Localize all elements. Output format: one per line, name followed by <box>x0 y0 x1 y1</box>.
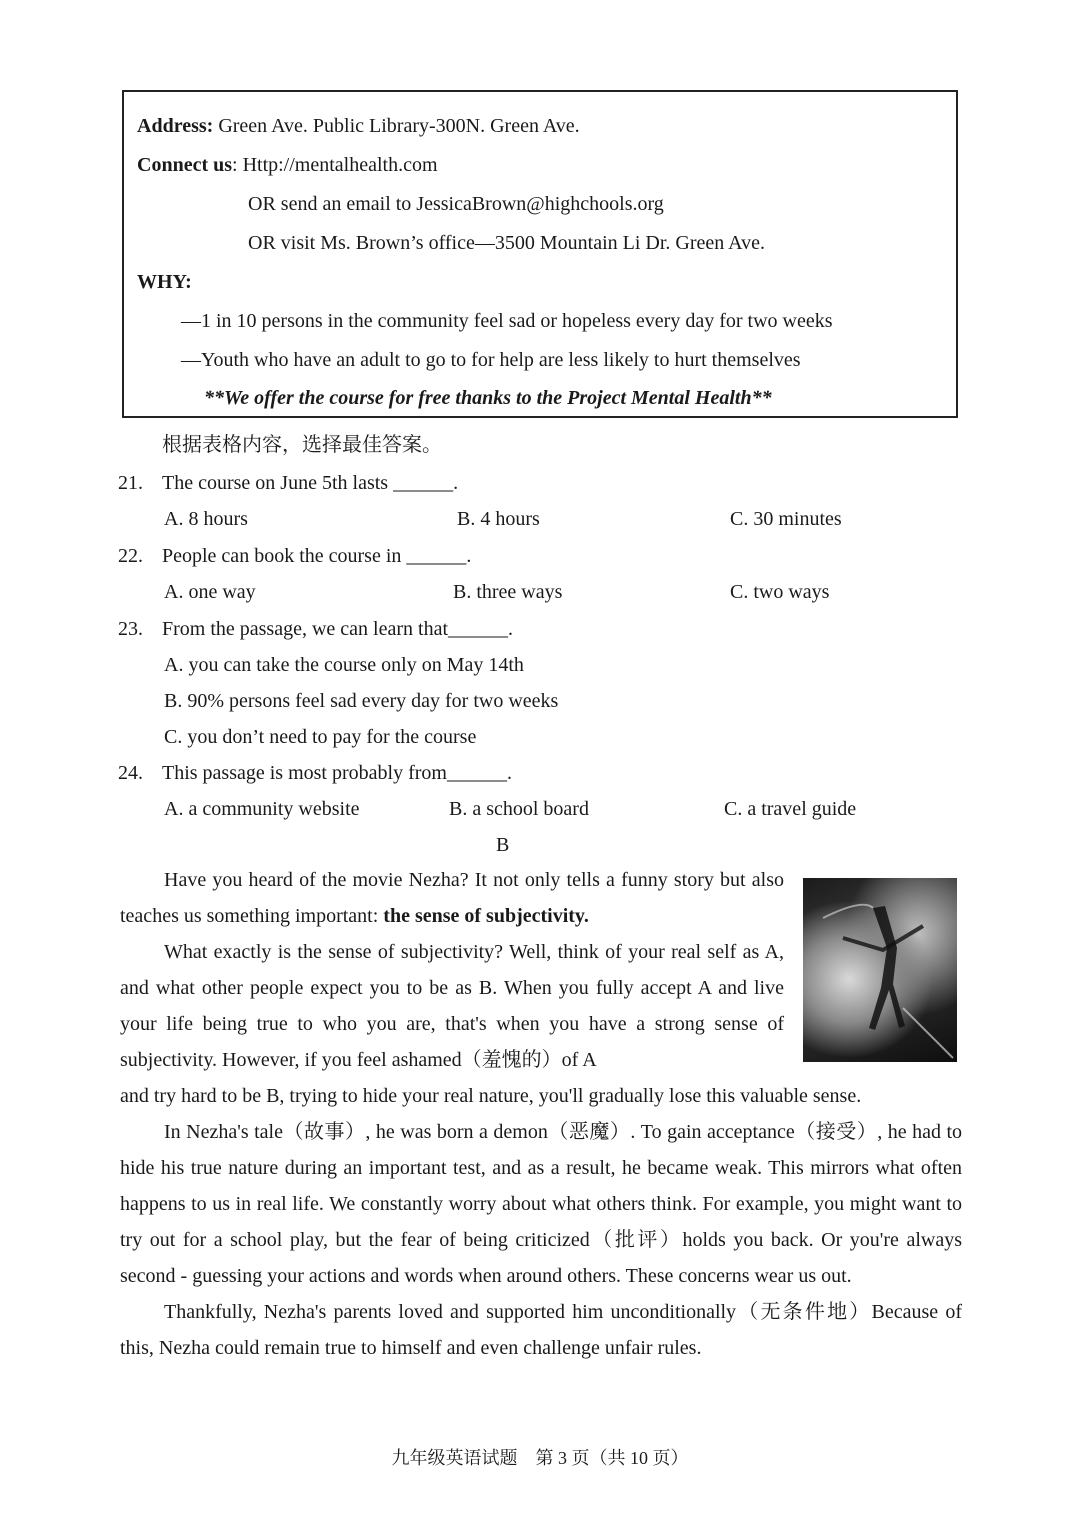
question-stem: This passage is most probably from______. <box>162 762 512 784</box>
question-stem: From the passage, we can learn that______. <box>162 618 514 640</box>
question-number: 22. <box>118 545 143 567</box>
option-a: A. 8 hours <box>164 508 248 530</box>
connect-label: Connect us <box>137 154 233 176</box>
address-label: Address: <box>137 115 214 137</box>
option-c: C. you don’t need to pay for the course <box>164 726 477 748</box>
option-b: B. 4 hours <box>457 508 540 530</box>
paragraph-1-bold: the sense of subjectivity. <box>383 905 589 927</box>
option-c: C. two ways <box>730 581 830 603</box>
address-value: Green Ave. Public Library-300N. Green Ave. <box>213 115 580 137</box>
page-footer: 九年级英语试题 第 3 页（共 10 页） <box>391 1448 689 1468</box>
offer-line: **We offer the course for free thanks to the Project Mental Health** <box>204 387 772 409</box>
option-a: A. one way <box>164 581 256 603</box>
question-number: 21. <box>118 472 143 494</box>
passage-full <box>120 1078 962 1366</box>
option-b: B. 90% persons feel sad every day for two weeks <box>164 690 559 712</box>
why-item-2: —Youth who have an adult to go to for help are less likely to hurt themselves <box>181 349 801 371</box>
nezha-figure-icon <box>803 878 957 1062</box>
option-a: A. you can take the course only on May 14th <box>164 654 524 676</box>
passage-wrap <box>120 862 784 1078</box>
why-item-1: —1 in 10 persons in the community feel sad or hopeless every day for two weeks <box>181 310 833 332</box>
option-c: C. a travel guide <box>724 798 857 820</box>
option-c: C. 30 minutes <box>730 508 842 530</box>
option-b: B. a school board <box>449 798 589 820</box>
question-number: 24. <box>118 762 143 784</box>
paragraph-2-tail: and try hard to be B, trying to hide your real nature, you'll gradually lose this valuable sense. <box>120 1085 862 1107</box>
connect-value: : Http://mentalhealth.com <box>232 154 438 176</box>
nezha-image <box>803 878 957 1062</box>
why-label: WHY: <box>137 271 192 293</box>
connect-line <box>137 153 438 177</box>
paragraph-4: Thankfully, Nezha's parents loved and supported him unconditionally（无条件地）Because of this, Nezha could remain true to himself and even challenge unfair rules. <box>120 1301 962 1359</box>
question-stem: The course on June 5th lasts ______. <box>162 472 459 494</box>
question-number: 23. <box>118 618 143 640</box>
section-heading: B <box>496 834 510 856</box>
question-stem: People can book the course in ______. <box>162 545 472 567</box>
instruction: 根据表格内容，选择最佳答案。 <box>162 434 442 456</box>
email-line: OR send an email to JessicaBrown@highchools.org <box>248 193 664 215</box>
option-b: B. three ways <box>453 581 563 603</box>
paragraph-3: In Nezha's tale（故事）, he was born a demon（恶魔）. To gain acceptance（接受）, he had to hide his true nature during an important test, and as a result, he became weak. This mirrors what often happens to us in real life. We constantly worry about what others think. For example, you might want to try out for a school play, but the fear of being criticized（批评）holds you back. Or you're always second - guessing your actions and words when around others. These concerns wear us out. <box>120 1121 962 1287</box>
office-line: OR visit Ms. Brown’s office—3500 Mountain Li Dr. Green Ave. <box>248 232 765 254</box>
paragraph-1-text: Have you heard of the movie Nezha? It not only tells a funny story but also teaches us something important: <box>120 869 784 927</box>
paragraph-1 <box>120 862 784 934</box>
paragraph-2: What exactly is the sense of subjectivity? Well, think of your real self as A, and what other people expect you to be as B. When you fully accept A and live your life being true to who you are, that's when you have a strong sense of subjectivity. However, if you feel ashamed（羞愧的）of A <box>120 941 784 1071</box>
address-line <box>137 114 580 138</box>
option-a: A. a community website <box>164 798 360 820</box>
